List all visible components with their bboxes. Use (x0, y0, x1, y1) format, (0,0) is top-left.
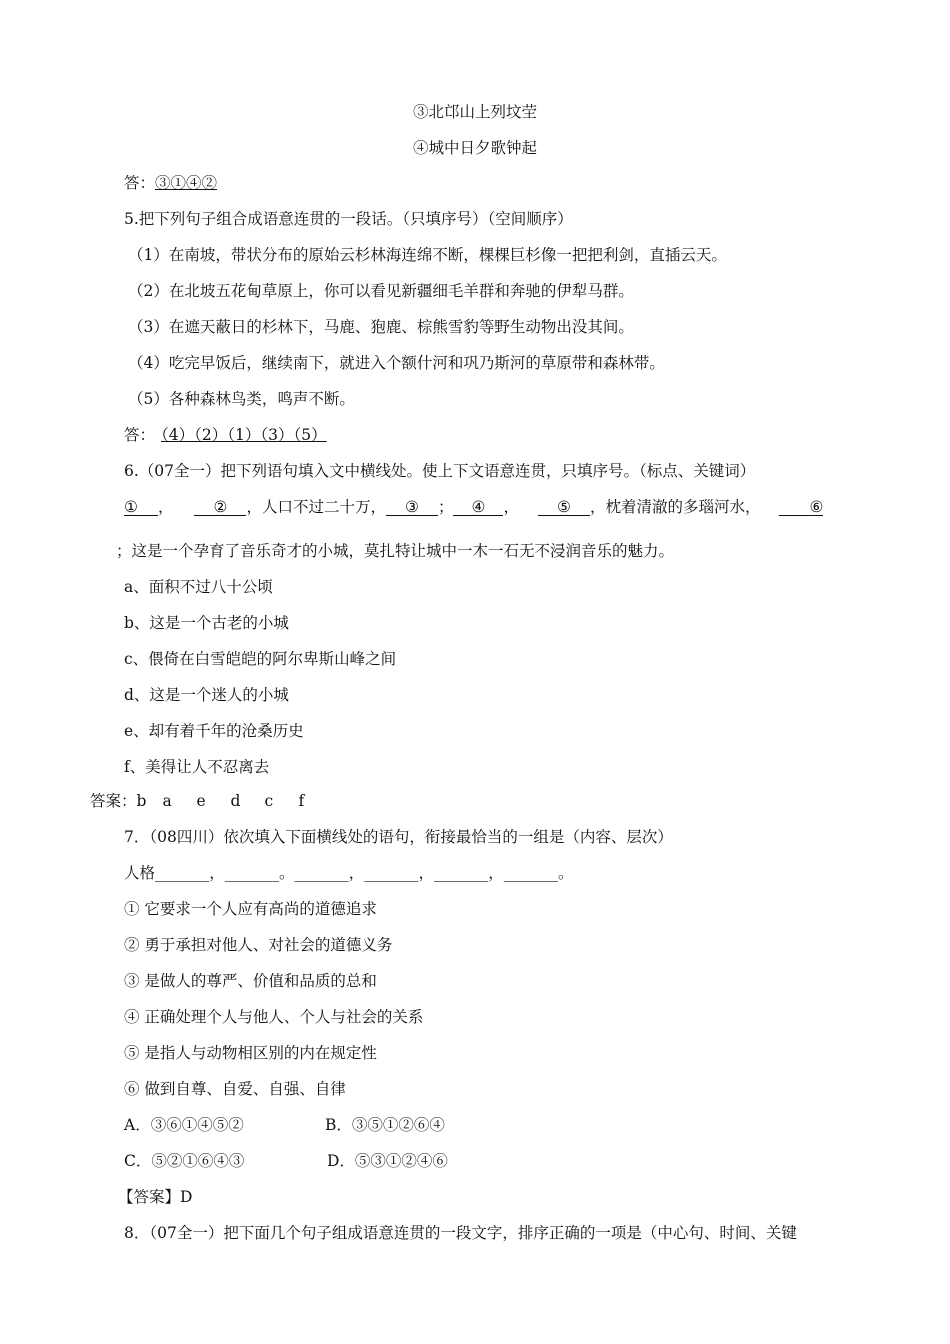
answer-letter: c (264, 792, 274, 810)
q4-answer (124, 173, 217, 193)
answer-label: 答： (124, 426, 156, 444)
q7-item-4: ④ 正确处理个人与他人、个人与社会的关系 (124, 1008, 424, 1026)
blank-4: ④ (453, 499, 503, 516)
fill-text: ，人口不过二十万， (246, 498, 386, 516)
answer-label: 答： (124, 174, 156, 192)
q6-option-f: f、美得让人不忍离去 (124, 758, 270, 776)
blank-1: ① (124, 499, 158, 516)
q7-choice-d: D．⑤③①②④⑥ (327, 1152, 448, 1170)
q5-answer (124, 425, 327, 445)
answer-letter: e (196, 792, 206, 810)
q6-answer (90, 791, 319, 811)
q7-item-5: ⑤ 是指人与动物相区别的内在规定性 (124, 1044, 377, 1062)
q7-choice-c: C．⑤②①⑥④③ (124, 1152, 245, 1170)
blank-3: ③ (386, 499, 438, 516)
q6-option-b: b、这是一个古老的小城 (124, 614, 289, 632)
answer-letter: b (136, 792, 147, 810)
answer-letter: f (298, 792, 305, 810)
q6-option-d: d、这是一个迷人的小城 (124, 686, 289, 704)
blank-2: ② (194, 499, 246, 516)
q5-item-4: （4）吃完早饭后，继续南下，就进入个额什河和巩乃斯河的草原带和森林带。 (128, 354, 665, 372)
answer-value: ③①④② (155, 174, 218, 192)
q7-stem: 7．（08四川）依次填入下面横线处的语句，衔接最恰当的一组是（内容、层次） (124, 828, 673, 846)
q5-item-3: （3）在遮天蔽日的杉林下，马鹿、狍鹿、棕熊雪豹等野生动物出没其间。 (128, 318, 634, 336)
q5-item-2: （2）在北坡五花甸草原上，你可以看见新疆细毛羊群和奔驰的伊犁马群。 (128, 282, 634, 300)
answer-letter: a (162, 792, 172, 810)
answer-label: 答案： (90, 792, 137, 810)
poem-line-4: ④城中日夕歌钟起 (412, 139, 537, 157)
poem-line-3: ③北邙山上列坟茔 (412, 103, 537, 121)
q5-stem: 5.把下列句子组合成语意连贯的一段话。（只填序号）（空间顺序） (124, 210, 573, 228)
q6-stem: 6.（07全一）把下列语句填入文中横线处。使上下文语意连贯，只填序号。（标点、关键词） (124, 462, 756, 480)
blank-6: ⑥ (779, 499, 823, 516)
answer-letter: d (230, 792, 241, 810)
fill-text: ， (158, 498, 174, 516)
q6-fill-line (124, 497, 823, 517)
q7-item-3: ③ 是做人的尊严、价值和品质的总和 (124, 972, 377, 990)
q6-option-e: e、却有着千年的沧桑历史 (124, 722, 304, 740)
q7-choice-b: B．③⑤①②⑥④ (325, 1116, 445, 1134)
fill-text: ， (503, 498, 519, 516)
q7-item-2: ② 勇于承担对他人、对社会的道德义务 (124, 936, 393, 954)
answer-value: （4）（2）（1）（3）（5） (161, 426, 327, 444)
q7-answer: 【答案】D (118, 1188, 193, 1206)
q7-fill-line: 人格_______，_______。_______，_______，_______，_______。 (124, 864, 574, 882)
q5-item-1: （1）在南坡，带状分布的原始云杉林海连绵不断，棵棵巨杉像一把把利剑，直插云天。 (128, 246, 727, 264)
q5-item-5: （5）各种森林鸟类，鸣声不断。 (128, 390, 355, 408)
q6-fill-continuation: ；这是一个孕育了音乐奇才的小城，莫扎特让城中一木一石无不浸润音乐的魅力。 (116, 542, 675, 560)
fill-text: ，枕着清澈的多瑙河水， (589, 498, 761, 516)
q8-stem: 8．（07全一）把下面几个句子组成语意连贯的一段文字，排序正确的一项是（中心句、时间、关键 (124, 1224, 797, 1242)
q7-item-1: ① 它要求一个人应有高尚的道德追求 (124, 900, 377, 918)
q6-option-a: a、面积不过八十公顷 (124, 578, 273, 596)
q6-option-c: c、偎倚在白雪皑皑的阿尔卑斯山峰之间 (124, 650, 397, 668)
fill-text: ； (437, 498, 454, 516)
blank-5: ⑤ (538, 499, 590, 516)
q7-item-6: ⑥ 做到自尊、自爱、自强、自律 (124, 1080, 346, 1098)
q7-choice-a: A．③⑥①④⑤② (124, 1116, 244, 1134)
